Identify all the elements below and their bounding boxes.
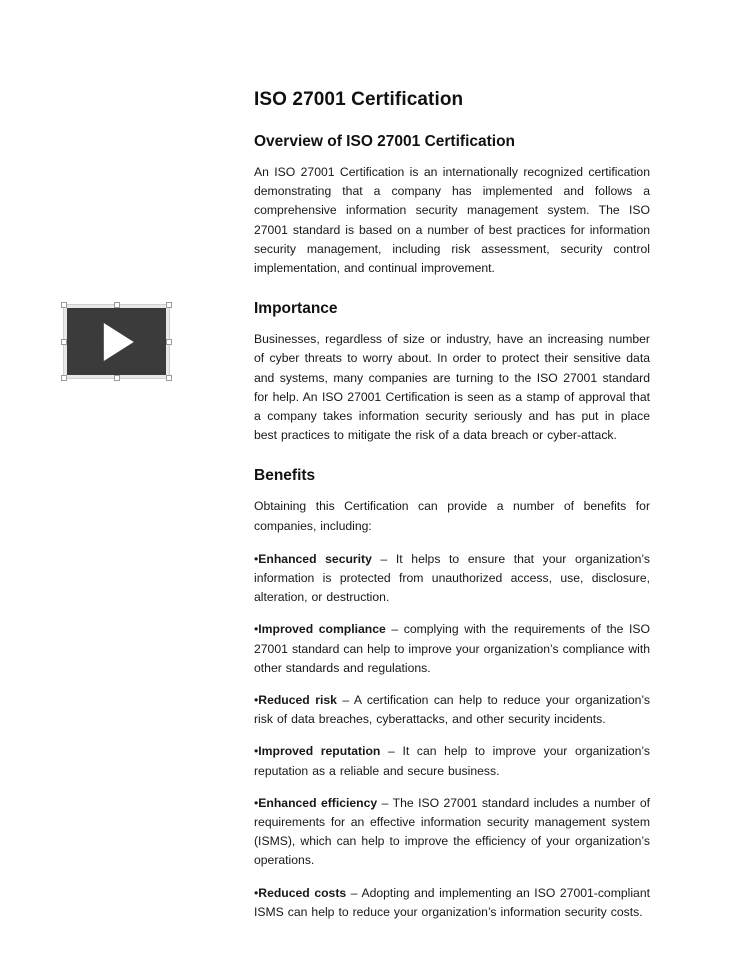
resize-handle-bottom-left[interactable] xyxy=(61,375,67,381)
section-heading-overview: Overview of ISO 27001 Certification xyxy=(254,133,516,150)
list-item xyxy=(254,620,650,678)
list-item-term: Reduced costs xyxy=(258,885,347,900)
list-item-separator: – xyxy=(336,693,354,708)
bullet-icon: • xyxy=(254,744,259,759)
list-item-separator: – xyxy=(380,744,403,759)
list-item-term: Enhanced security xyxy=(258,551,372,566)
video-placeholder[interactable] xyxy=(64,305,169,378)
list-item-text: The ISO 27001 standard includes a number of requirements for an effective information security management system (ISMS), which can help to improve the efficiency of your organization’s operations. xyxy=(254,795,650,868)
list-item-term: Reduced risk xyxy=(258,693,337,708)
bullet-icon: • xyxy=(254,693,259,708)
resize-handle-bottom-middle[interactable] xyxy=(114,375,120,381)
bullet-icon: • xyxy=(254,795,259,810)
list-item xyxy=(254,691,650,729)
list-item-term: Improved reputation xyxy=(258,744,381,759)
list-item-separator: – xyxy=(377,795,393,810)
list-item-text: It can help to improve your organization’s reputation as a reliable and secure business. xyxy=(254,744,650,778)
list-item xyxy=(254,884,650,922)
bullet-icon: • xyxy=(254,551,259,566)
resize-handle-top-left[interactable] xyxy=(61,302,67,308)
page-title: ISO 27001 Certification xyxy=(254,89,464,110)
list-item-separator: – xyxy=(371,551,396,566)
section-heading-importance: Importance xyxy=(254,300,338,318)
resize-handle-top-right[interactable] xyxy=(166,302,172,308)
list-item-separator: – xyxy=(346,885,362,900)
list-item-separator: – xyxy=(385,622,404,637)
section-paragraph-benefits: Obtaining this Certification can provide a number of benefits for companies, including: xyxy=(254,499,650,533)
resize-handle-top-middle[interactable] xyxy=(114,302,120,308)
bullet-icon: • xyxy=(254,885,259,900)
list-item-term: Improved compliance xyxy=(258,622,386,637)
list-item-text: It helps to ensure that your organization’s information is protected from unauthorized access, use, disclosure, alteration, or destruction. xyxy=(254,551,650,605)
list-item-text: complying with the requirements of the ISO 27001 standard can help to improve your organization’s compliance with other standards and regulations. xyxy=(254,622,650,675)
section-paragraph-overview: An ISO 27001 Certification is an internationally recognized certification demonstrating that a company has implemented and follows a comprehensive information security management system. The ISO 27001 standard is based on a number of best practices for information security management, including risk assessment, security control implementation, and continual improvement. xyxy=(254,165,650,276)
video-frame[interactable] xyxy=(64,305,169,378)
bullet-icon: • xyxy=(254,622,259,637)
resize-handle-middle-right[interactable] xyxy=(166,339,172,345)
video-thumbnail-area[interactable] xyxy=(70,311,163,372)
resize-handle-middle-left[interactable] xyxy=(61,339,67,345)
list-item-text: Adopting and implementing an ISO 27001-compliant ISMS can help to reduce your organization’s information security costs. xyxy=(254,885,650,919)
play-icon[interactable] xyxy=(103,323,133,361)
list-item-text: A certification can help to reduce your organization’s risk of data breaches, cyberattacks, and other security incidents. xyxy=(254,693,650,727)
list-item-term: Enhanced efficiency xyxy=(258,795,378,810)
list-item xyxy=(254,794,650,871)
resize-handle-bottom-right[interactable] xyxy=(166,375,172,381)
section-paragraph-importance: Businesses, regardless of size or industry, have an increasing number of cyber threats to worry about. In order to protect their sensitive data and systems, many companies are turning to the ISO 27001 standard for help. An ISO 27001 Certification is seen as a stamp of approval that a company takes information security seriously and has put in place best practices to mitigate the risk of a data breach or cyber-attack. xyxy=(254,332,650,443)
document-text-column xyxy=(254,88,650,935)
list-item xyxy=(254,742,650,780)
list-item xyxy=(254,550,650,608)
section-heading-benefits: Benefits xyxy=(254,467,316,485)
